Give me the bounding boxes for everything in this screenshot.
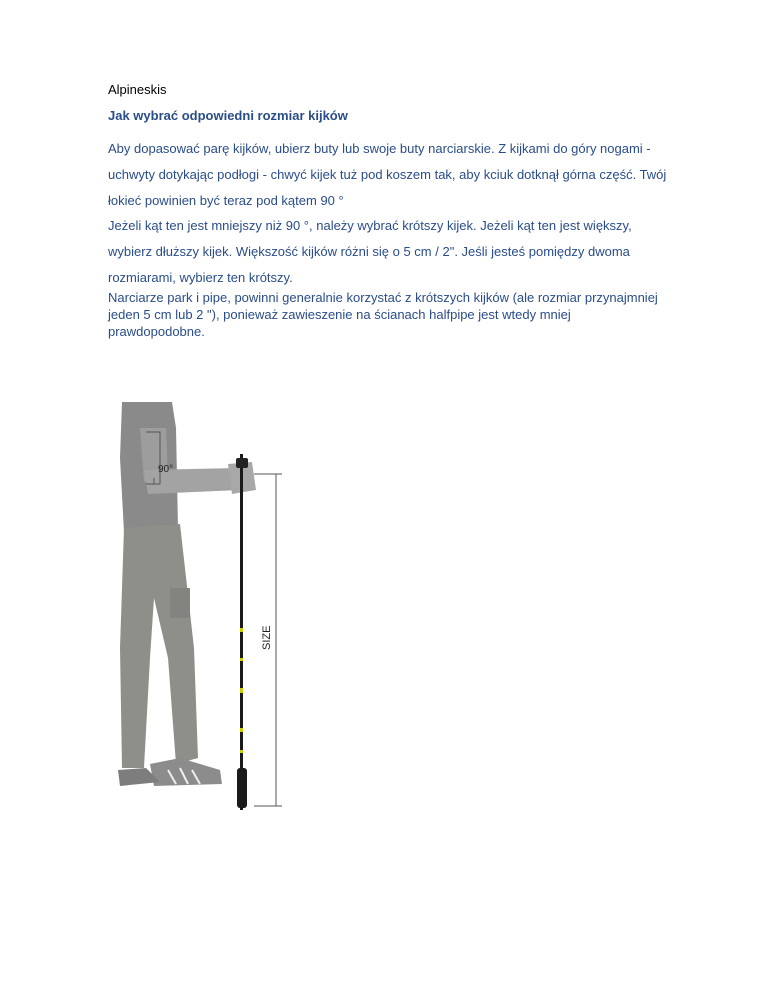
size-label: SIZE [261, 625, 273, 650]
paragraph-angle-guidance: Jeżeli kąt ten jest mniejszy niż 90 °, należy wybrać krótszy kijek. Jeżeli kąt ten jest większy, wybierz dłuższy kijek. Większość kijków różni się o 5 cm / 2". Jeśli jesteś pomiędzy dwoma rozmiarami, wybierz ten krótszy. [108, 218, 632, 285]
site-name: Alpineskis [108, 82, 167, 97]
page-title: Jak wybrać odpowiedni rozmiar kijków [108, 108, 348, 123]
paragraph-fitting-instructions: Aby dopasować parę kijków, ubierz buty lub swoje buty narciarskie. Z kijkami do góry nogami - uchwyty dotykając podłogi - chwyć kijek tuż pod koszem tak, aby kciuk dotknął górna część. Twój łokieć powinien być teraz pod kątem 90 ° [108, 141, 667, 208]
person-figure [118, 402, 256, 786]
pole-sizing-illustration [110, 398, 310, 818]
size-bracket [254, 474, 282, 806]
angle-label: 90° [158, 464, 174, 475]
ski-pole [236, 454, 248, 810]
paragraph-park-pipe: Narciarze park i pipe, powinni generalnie korzystać z krótszych kijków (ale rozmiar przynajmniej jeden 5 cm lub 2 "), ponieważ zawieszenie na ścianach halfpipe jest wtedy mniej prawdopodobne. [108, 290, 658, 339]
